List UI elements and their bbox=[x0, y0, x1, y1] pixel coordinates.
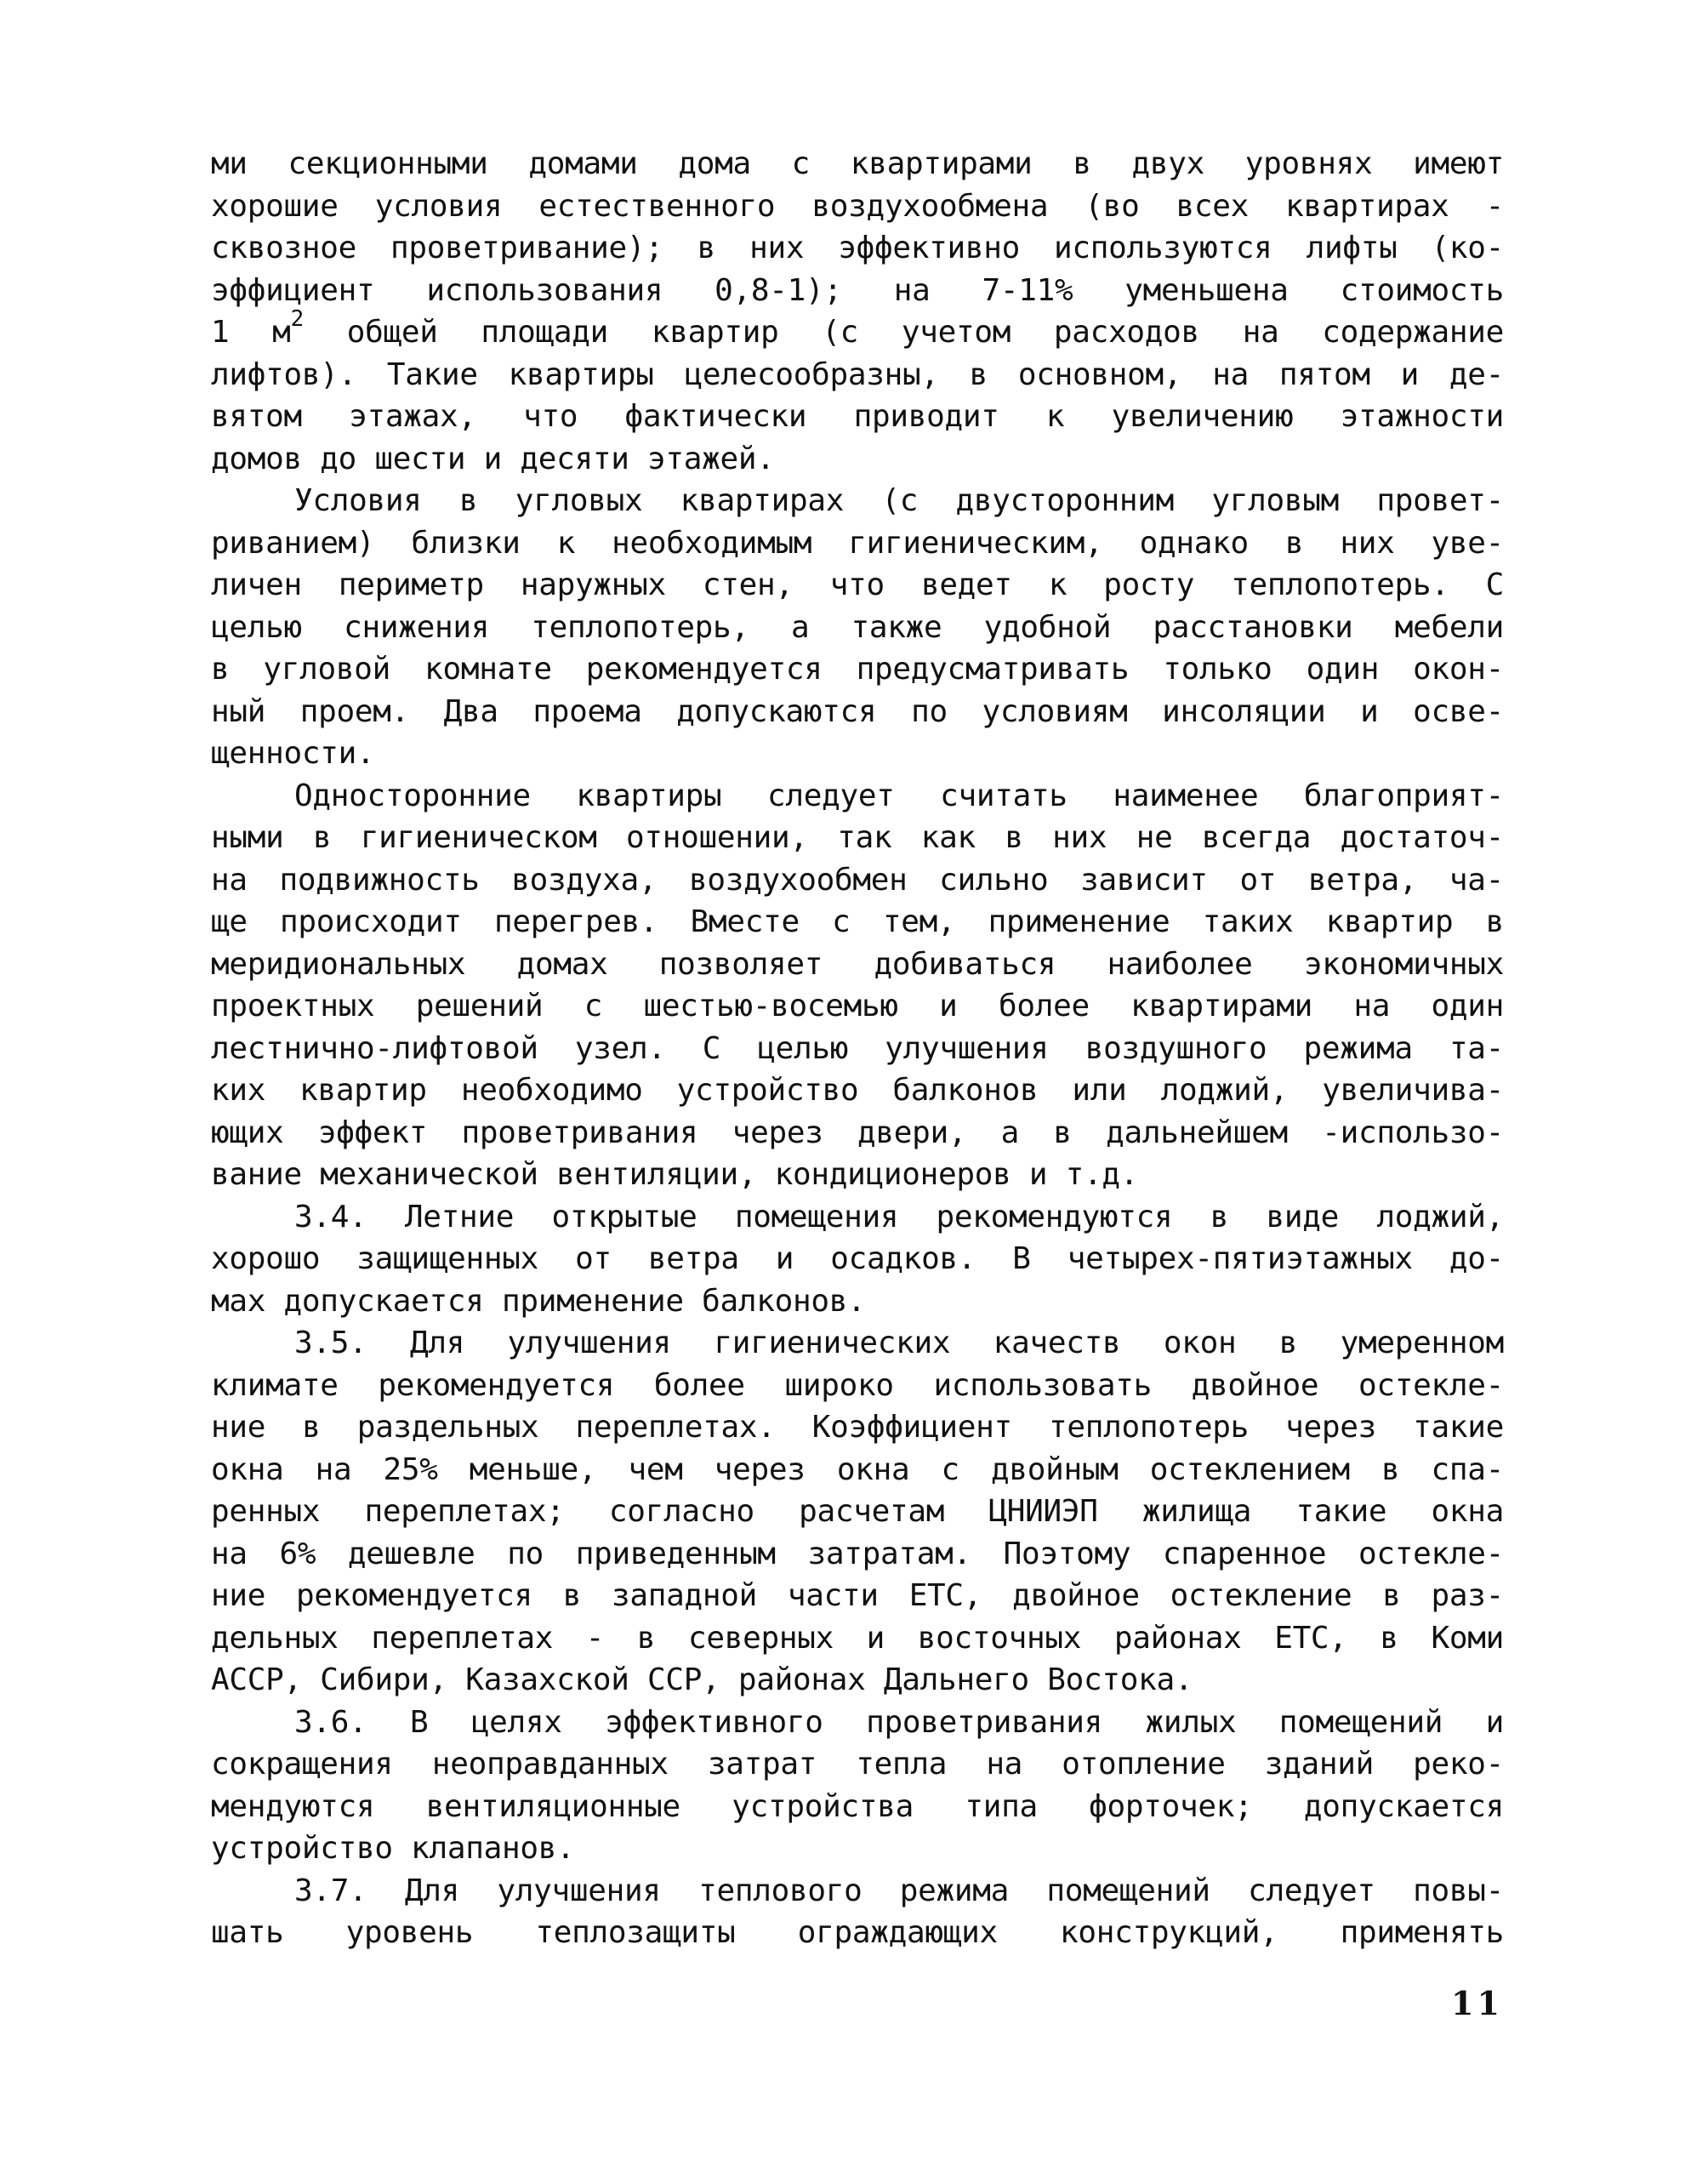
text-line: лифтов). Такие квартиры целесообразны, в основном, на пятом и де- bbox=[211, 356, 1504, 392]
paragraph-first-line: 3.7. Для улучшения теплового режима помещений следует повы- bbox=[294, 1873, 1504, 1908]
paragraph-first-line: Односторонние квартиры следует считать наименее благоприят- bbox=[294, 778, 1504, 813]
page-text-column bbox=[211, 143, 1504, 1954]
text-line: хорошие условия естественного воздухообмена (во всех квартирах - bbox=[211, 188, 1504, 224]
paragraph-first-line: 3.5. Для улучшения гигиенических качеств окон в умеренном bbox=[294, 1326, 1504, 1360]
text-line: климате рекомендуется более широко использовать двойное остекле- bbox=[211, 1367, 1504, 1403]
text-segment: общей площади квартир (с учетом расходов на содержание bbox=[303, 315, 1504, 350]
page-number: 11 bbox=[1451, 1984, 1503, 2022]
text-line: домов до шести и десяти этажей. bbox=[211, 441, 775, 476]
text-line: ный проем. Два проема допускаются по условиям инсоляции и осве- bbox=[211, 693, 1504, 729]
text-line: вание механической вентиляции, кондиционеров и т.д. bbox=[211, 1157, 1139, 1192]
text-line: ными в гигиеническом отношении, так как в них не всегда достаточ- bbox=[211, 820, 1504, 855]
superscript: 2 bbox=[290, 306, 304, 332]
text-line: шать уровень теплозащиты ограждающих конструкций, применять bbox=[211, 1915, 1504, 1950]
text-line: риванием) близки к необходимым гигиеническим, однако в них уве- bbox=[211, 525, 1504, 561]
text-line: вятом этажах, что фактически приводит к увеличению этажности bbox=[211, 399, 1504, 434]
text-line: АССР, Сибири, Казахской ССР, районах Дальнего Востока. bbox=[211, 1662, 1193, 1697]
text-line: окна на 25% меньше, чем через окна с двойным остеклением в спа- bbox=[211, 1451, 1504, 1487]
text-line bbox=[211, 306, 1504, 354]
paragraph-first-line: 3.4. Летние открытые помещения рекомендуются в виде лоджий, bbox=[294, 1199, 1504, 1234]
text-segment: 1 м bbox=[211, 315, 291, 350]
text-line: меридиональных домах позволяет добиваться наиболее экономичных bbox=[211, 946, 1504, 982]
text-line: ние рекомендуется в западной части ЕТС, двойное остекление в раз- bbox=[211, 1578, 1504, 1613]
text-line: мах допускается применение балконов. bbox=[211, 1283, 866, 1319]
text-line: устройство клапанов. bbox=[211, 1831, 575, 1866]
text-line: личен периметр наружных стен, что ведет к росту теплопотерь. С bbox=[211, 567, 1504, 602]
text-line: эффициент использования 0,8-1); на 7-11% уменьшена стоимость bbox=[211, 272, 1504, 308]
text-line: мендуются вентиляционные устройства типа форточек; допускается bbox=[211, 1788, 1504, 1824]
text-line: лестнично-лифтовой узел. С целью улучшения воздушного режима та- bbox=[211, 1030, 1504, 1066]
paragraph-first-line: Условия в угловых квартирах (с двусторонним угловым провет- bbox=[294, 483, 1504, 518]
text-line: ющих эффект проветривания через двери, а в дальнейшем -использо- bbox=[211, 1115, 1504, 1150]
text-line: ких квартир необходимо устройство балконов или лоджий, увеличива- bbox=[211, 1073, 1504, 1108]
text-line: щенности. bbox=[211, 736, 375, 771]
text-line: целью снижения теплопотерь, а также удобной расстановки мебели bbox=[211, 609, 1504, 645]
text-line: ми секционными домами дома с квартирами в двух уровнях имеют bbox=[211, 146, 1504, 181]
text-line: сквозное проветривание); в них эффективно используются лифты (ко- bbox=[211, 231, 1504, 265]
text-line: сокращения неоправданных затрат тепла на отопление зданий реко- bbox=[211, 1747, 1504, 1782]
text-line: на 6% дешевле по приведенным затратам. Поэтому спаренное остекле- bbox=[211, 1536, 1504, 1571]
paragraph-first-line: 3.6. В целях эффективного проветривания жилых помещений и bbox=[294, 1704, 1504, 1740]
text-line: проектных решений с шестью-восемью и более квартирами на один bbox=[211, 989, 1504, 1023]
text-line: ренных переплетах; согласно расчетам ЦНИИЭП жилища такие окна bbox=[211, 1494, 1504, 1529]
text-line: ние в раздельных переплетах. Коэффициент теплопотерь через такие bbox=[211, 1410, 1504, 1445]
text-line: ще происходит перегрев. Вместе с тем, применение таких квартир в bbox=[211, 904, 1504, 939]
text-line: дельных переплетах - в северных и восточных районах ЕТС, в Коми bbox=[211, 1620, 1504, 1656]
text-line: на подвижность воздуха, воздухообмен сильно зависит от ветра, ча- bbox=[211, 862, 1504, 898]
text-line: хорошо защищенных от ветра и осадков. В четырех-пятиэтажных до- bbox=[211, 1241, 1504, 1276]
text-line: в угловой комнате рекомендуется предусматривать только один окон- bbox=[211, 652, 1504, 687]
